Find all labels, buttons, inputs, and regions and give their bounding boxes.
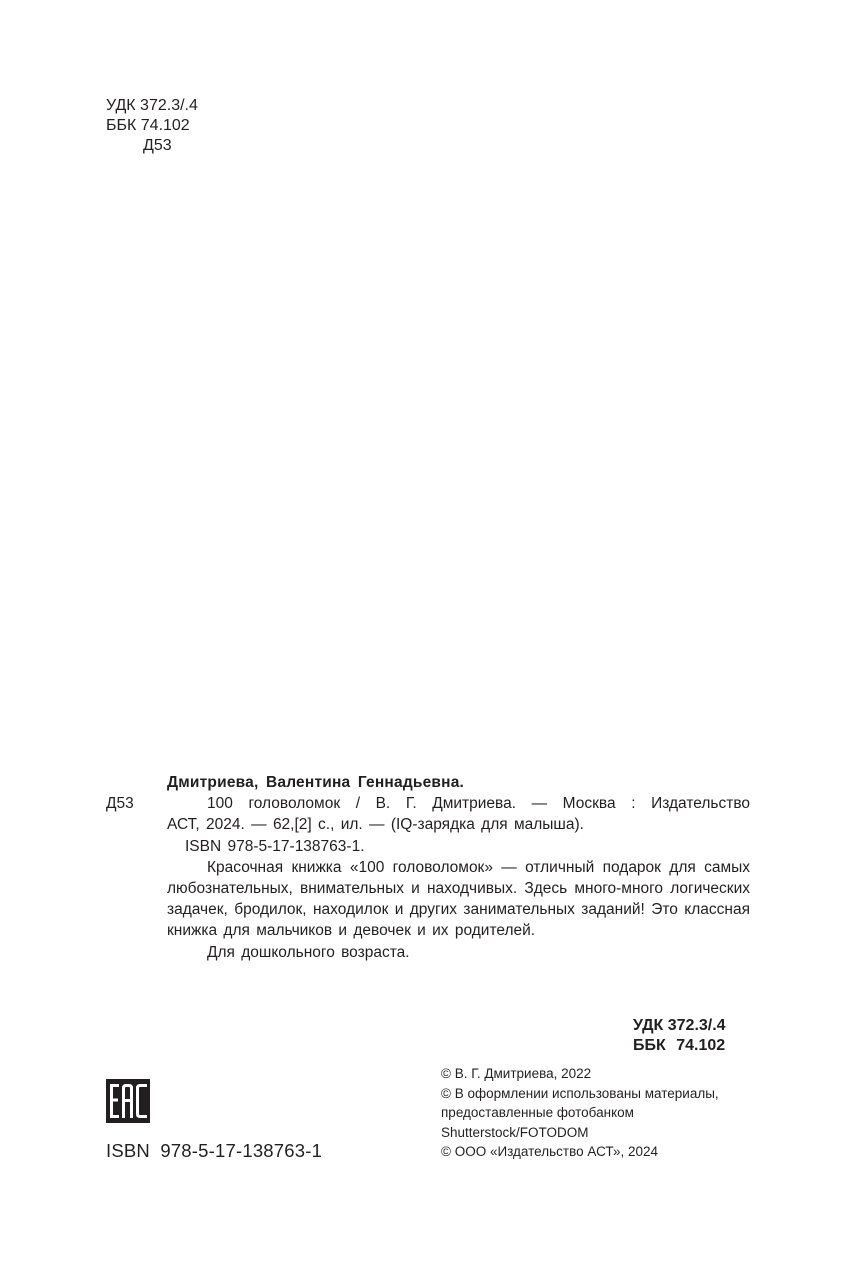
card-author-mark: Д53 (106, 795, 134, 813)
title-line-1-text: 100 головоломок / В. Г. Дмитриева. — Москва : Издательство (207, 795, 750, 813)
card-title-line-2: АСТ, 2024. — 62,[2] с., ил. — (IQ-зарядка для малыша). (167, 816, 584, 834)
copyright-line: © В оформлении использованы материалы, (441, 1085, 719, 1101)
bbk-code: ББК 74.102 (106, 117, 190, 134)
eac-certification-icon (106, 1079, 150, 1123)
udk-code: УДК 372.3/.4 (106, 97, 198, 114)
copyright-line: Shutterstock/FOTODOM (441, 1124, 589, 1140)
card-annotation: Красочная книжка «100 головоломок» — отличный подарок для самых любознательных, внимательных и находчивых. Здесь много-много логических задачек, бродилок, находилок и других занимательных заданий! Это классная книжка для мальчиков и девочек и их родителей. (167, 858, 750, 940)
catalog-card (106, 772, 750, 963)
author-mark: Д53 (143, 137, 172, 154)
bottom-udk-code: УДК 372.3/.4 (633, 1017, 726, 1034)
isbn-footer: ISBN 978-5-17-138763-1 (106, 1140, 323, 1161)
card-age-note: Для дошкольного возраста. (207, 943, 410, 961)
card-author: Дмитриева, Валентина Геннадьевна. (167, 774, 465, 791)
copyright-block (441, 1064, 719, 1162)
top-classification-codes (106, 96, 198, 156)
card-isbn: ISBN 978-5-17-138763-1. (185, 837, 365, 855)
card-title-line-1 (167, 793, 750, 814)
card-title-row (106, 793, 750, 814)
copyright-line: предоставленные фотобанком (441, 1105, 634, 1120)
bottom-classification-codes (633, 1016, 726, 1056)
copyright-line: © В. Г. Дмитриева, 2022 (441, 1066, 592, 1081)
copyright-line: © ООО «Издательство АСТ», 2024 (441, 1144, 659, 1159)
bottom-bbk-code: ББК 74.102 (633, 1037, 726, 1054)
